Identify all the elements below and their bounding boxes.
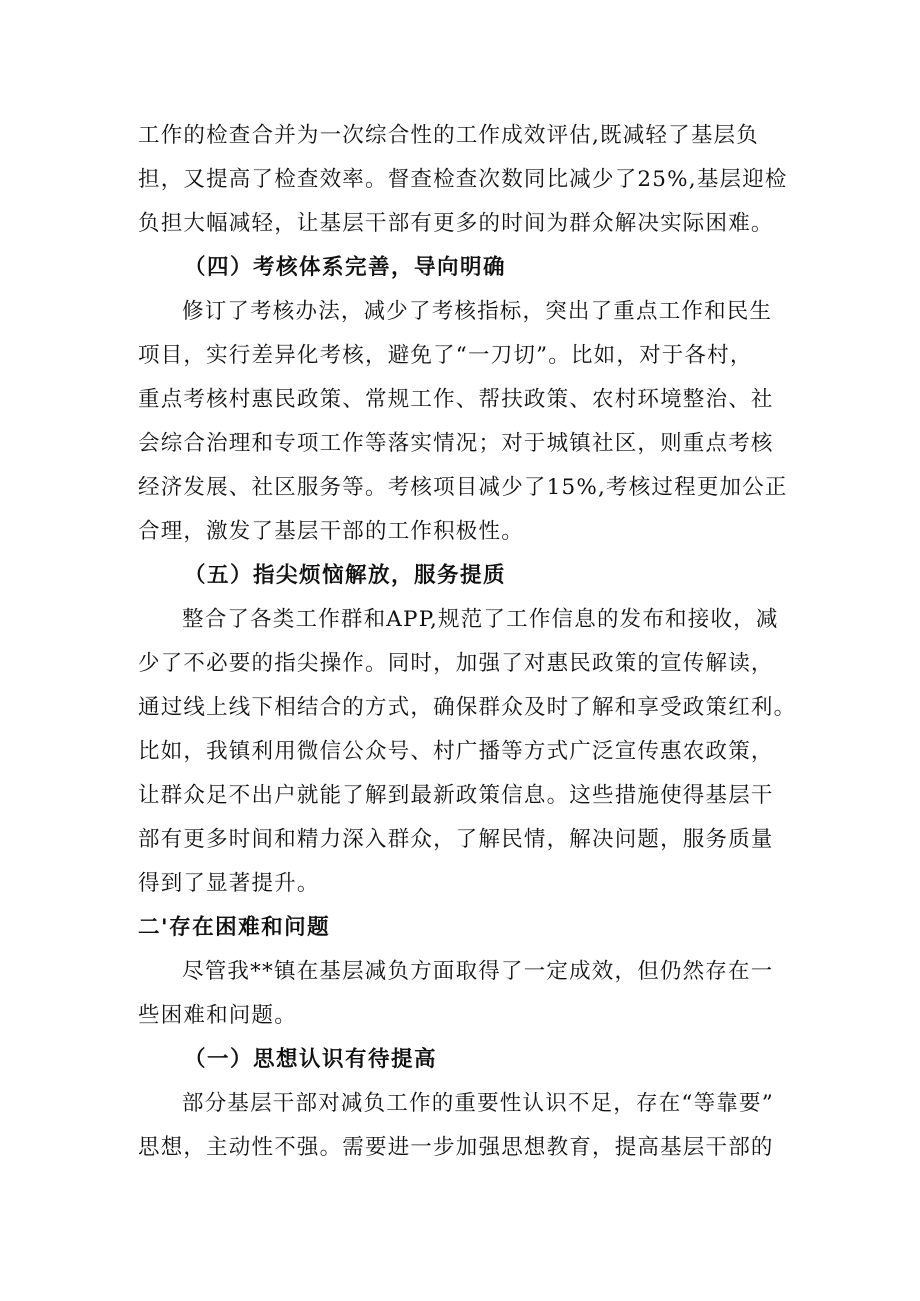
body-line: 比如，我镇利用微信公众号、村广播等方式广泛宣传惠农政策，: [138, 739, 774, 764]
document-body: [138, 114, 798, 1170]
body-line: 合理，激发了基层干部的工作积极性。: [138, 519, 524, 544]
paragraph-first-line: 尽管我**镇在基层减负方面取得了一定成效，但仍然存在一: [182, 959, 774, 984]
body-line: 担，又提高了检查效率。督查检查次数同比减少了25%,基层迎检: [138, 167, 788, 192]
body-line: 让群众足不出户就能了解到最新政策信息。这些措施使得基层干: [138, 783, 774, 808]
body-line: 少了不必要的指尖操作。同时，加强了对惠民政策的宣传解读，: [138, 651, 774, 676]
body-line: 些困难和问题。: [138, 1003, 297, 1028]
body-line: 重点考核村惠民政策、常规工作、帮扶政策、农村环境整治、社: [138, 387, 774, 412]
section-heading-1: （一）思想认识有待提高: [184, 1047, 438, 1072]
chapter-heading-2: 二'存在困难和问题: [138, 915, 331, 940]
body-line: 工作的检查合并为一次综合性的工作成效评估,既减轻了基层负: [138, 123, 759, 148]
body-line: 项目，实行差异化考核，避免了“一刀切”。比如，对于各村，: [138, 343, 753, 368]
paragraph-first-line: 部分基层干部对减负工作的重要性认识不足，存在“等靠要”: [182, 1091, 774, 1116]
section-heading-4: （四）考核体系完善，导向明确: [184, 255, 507, 280]
body-line: 经济发展、社区服务等。考核项目减少了15%,考核过程更加公正: [138, 475, 788, 500]
body-line: 部有更多时间和精力深入群众，了解民情，解决问题，服务质量: [138, 827, 774, 852]
body-line: 通过线上线下相结合的方式，确保群众及时了解和享受政策红利。: [138, 695, 797, 720]
paragraph-first-line: 整合了各类工作群和APP,规范了工作信息的发布和接收，减: [182, 607, 779, 632]
body-line: 得到了显著提升。: [138, 871, 320, 896]
body-line: 思想，主动性不强。需要进一步加强思想教育，提高基层干部的: [138, 1135, 774, 1160]
body-line: 会综合治理和专项工作等落实情况；对于城镇社区，则重点考核: [138, 431, 774, 456]
body-line: 负担大幅减轻，让基层干部有更多的时间为群众解决实际困难。: [138, 211, 774, 236]
paragraph-first-line: 修订了考核办法，减少了考核指标，突出了重点工作和民生: [182, 299, 773, 324]
section-heading-5: （五）指尖烦恼解放，服务提质: [184, 563, 507, 588]
